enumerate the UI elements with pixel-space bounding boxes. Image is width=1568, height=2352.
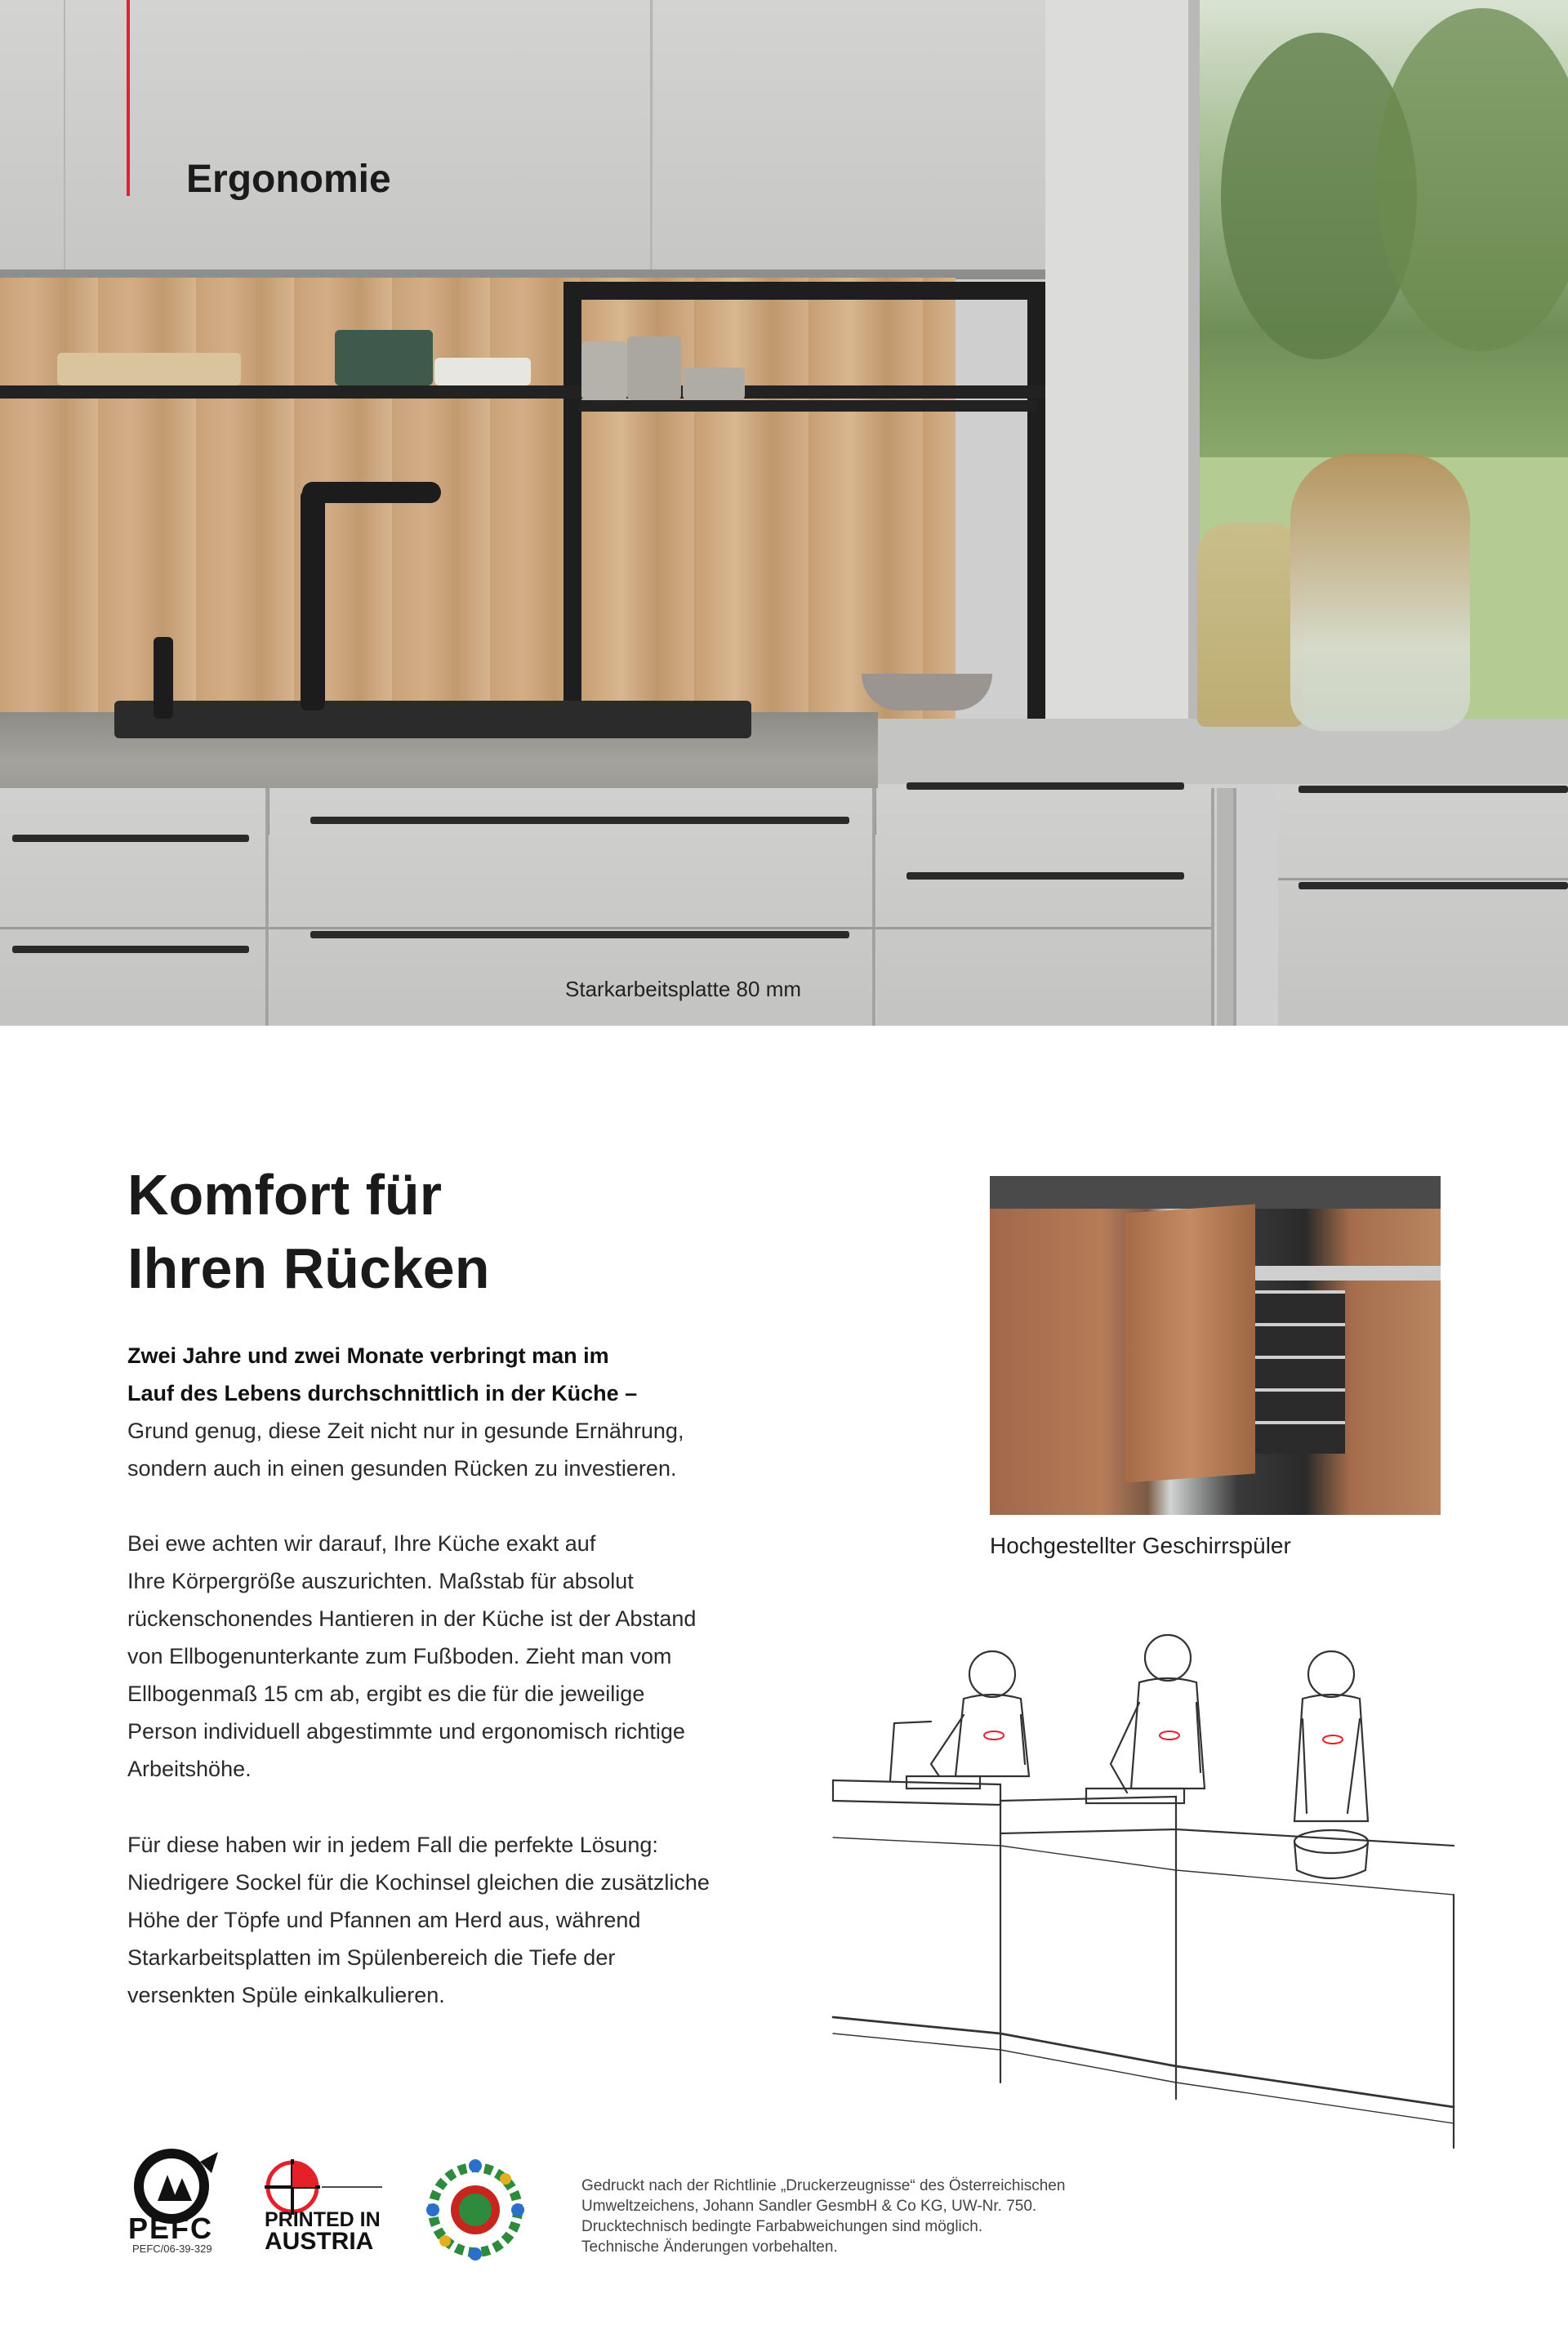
headline-line: Komfort für	[127, 1163, 442, 1227]
drawer-gap	[0, 927, 1211, 929]
shelf-divider	[564, 282, 580, 723]
body-line: Höhe der Töpfe und Pfannen am Herd aus, während	[127, 1908, 641, 1932]
counter	[1251, 1266, 1441, 1281]
paragraph-ergonomics	[127, 1525, 797, 1788]
drawer-handle	[12, 835, 249, 842]
corner-panel	[1217, 788, 1236, 1026]
body-line: Niedrigere Sockel für die Kochinsel gleichen die zusätzliche	[127, 1870, 710, 1895]
ergonomic-heights-sketch	[817, 1625, 1470, 2180]
drawer-gap	[1278, 878, 1568, 880]
drawer-handle	[906, 872, 1184, 880]
drawer-handle	[12, 946, 249, 953]
hero-kitchen-photo	[0, 0, 1568, 1026]
body-line: Für diese haben wir in jedem Fall die perfekte Lösung:	[127, 1833, 658, 1857]
shelf-box	[434, 358, 531, 385]
faucet-spout	[302, 482, 441, 503]
dishwasher-door	[1125, 1204, 1255, 1482]
printed-in-austria-label	[265, 2210, 381, 2254]
print-notice-line: Drucktechnisch bedingte Farbabweichungen sind möglich.	[581, 2218, 983, 2235]
body-line: Ihre Körpergröße auszurichten. Maßstab für absolut	[127, 1569, 634, 1593]
body-line: Person individuell abgestimmte und ergonomisch richtige	[127, 1719, 685, 1744]
accent-bar	[127, 0, 130, 196]
austria-line: PRINTED IN	[265, 2208, 381, 2231]
sink	[114, 701, 751, 738]
shelf	[580, 400, 1037, 412]
headline-line: Ihren Rücken	[127, 1236, 490, 1300]
print-notice-line: Technische Änderungen vorbehalten.	[581, 2238, 838, 2256]
base-cabinet	[876, 788, 1214, 1026]
body-line: Ellbogenmaß 15 cm ab, ergibt es die für die jeweilige	[127, 1682, 645, 1706]
base-cabinet	[1278, 788, 1568, 1026]
drawer-handle	[310, 817, 849, 824]
shelf	[0, 385, 1045, 399]
person-sketch	[1145, 1635, 1191, 1681]
bowl	[862, 674, 992, 710]
austria-line: AUSTRIA	[265, 2228, 374, 2255]
dishwasher-rack	[1255, 1290, 1345, 1454]
eco-label-icon	[420, 2154, 531, 2265]
person-sketch	[1308, 1651, 1354, 1697]
section-heading: Ergonomie	[186, 158, 391, 201]
drawer-handle	[1298, 786, 1568, 793]
shelf-box	[57, 353, 241, 385]
shelf-cups	[627, 336, 681, 400]
body-line: versenkten Spüle einkalkulieren.	[127, 1983, 445, 2007]
paragraph-solution	[127, 1826, 797, 2014]
hero-caption: Starkarbeitsplatte 80 mm	[565, 977, 802, 1001]
intro-paragraph	[127, 1337, 797, 1487]
body-line: Starkarbeitsplatten im Spülenbereich die Tiefe der	[127, 1945, 616, 1970]
lead-line: Grund genug, diese Zeit nicht nur in gesunde Ernährung,	[127, 1419, 684, 1443]
pefc-code: PEFC/06-39-329	[132, 2243, 212, 2255]
body-line: Bei ewe achten wir darauf, Ihre Küche exakt auf	[127, 1531, 596, 1556]
pefc-label: PEFC	[128, 2212, 214, 2245]
photo-caption: Hochgestellter Geschirrspüler	[990, 1533, 1291, 1558]
wall-cabinet	[65, 0, 653, 278]
headline	[127, 1158, 489, 1305]
glass-bottle	[1197, 523, 1303, 727]
lead-bold-line: Lauf des Lebens durchschnittlich in der Küche –	[127, 1381, 638, 1405]
lead-bold-line: Zwei Jahre und zwei Monate verbringt man im	[127, 1343, 609, 1368]
soap-dispenser	[154, 637, 173, 719]
side-wall	[1045, 0, 1200, 784]
shelf-bowl	[683, 368, 745, 400]
person-sketch	[969, 1651, 1015, 1697]
drawer-handle	[310, 931, 849, 938]
dishwasher-photo	[990, 1176, 1441, 1515]
upper-cabinets	[990, 1176, 1441, 1209]
drawer-handle	[906, 782, 1184, 790]
drawer-handle	[1298, 882, 1568, 889]
shelf-stone	[335, 330, 433, 385]
faucet	[301, 490, 325, 710]
body-line: rückenschonendes Hantieren in der Küche ist der Abstand	[127, 1606, 697, 1631]
wall-cabinet	[0, 0, 66, 278]
counter-middle-sketch	[1000, 1797, 1176, 1833]
body-line: von Ellbogenunterkante zum Fußboden. Zieht man vom	[127, 1644, 672, 1668]
counter-left-sketch	[833, 1780, 1000, 1805]
print-notice-line: Umweltzeichens, Johann Sandler GesmbH & Co KG, UW-Nr. 750.	[581, 2198, 1037, 2215]
glass-vase	[1290, 453, 1470, 731]
lead-line: sondern auch in einen gesunden Rücken zu investieren.	[127, 1456, 677, 1481]
base-cabinet	[0, 788, 269, 1026]
print-notice	[581, 2176, 1065, 2257]
print-notice-line: Gedruckt nach der Richtlinie „Druckerzeugnisse“ des Österreichischen	[581, 2177, 1066, 2194]
worktop	[878, 719, 1568, 784]
body-line: Arbeitshöhe.	[127, 1757, 252, 1781]
tree	[1376, 8, 1568, 351]
shelf-cups	[581, 341, 627, 400]
